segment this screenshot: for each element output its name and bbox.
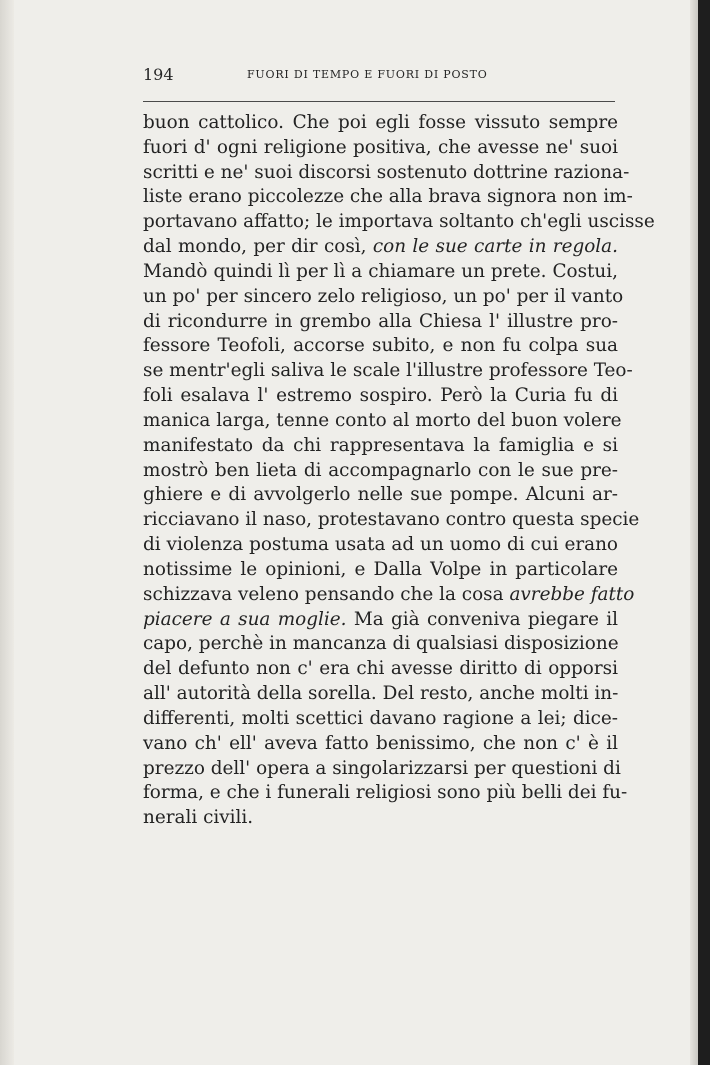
text-line: di violenza postuma usata ad un uomo di cui erano	[143, 534, 618, 556]
text-line: buon cattolico. Che poi egli fosse vissuto sempre	[143, 112, 618, 133]
text-line: di ricondurre in grembo alla Chiesa l' illustre pro-	[143, 310, 618, 332]
page-header	[143, 64, 615, 86]
page-left-edge	[0, 0, 14, 1065]
text-line: un po' per sincero zelo religioso, un po' per il vanto	[143, 285, 624, 307]
text-line: mostrò ben lieta di accompagnarlo con le sue pre-	[143, 459, 618, 481]
body-text	[143, 111, 655, 831]
text-line: se mentr'egli saliva le scale l'illustre professore Teo-	[143, 360, 633, 382]
italic-phrase: piacere a sua moglie.	[143, 608, 347, 630]
page-number: 194	[143, 65, 174, 84]
italic-phrase: avrebbe fatto	[509, 583, 635, 605]
text-line: capo, perchè in mancanza di qualsiasi disposizione	[143, 633, 619, 655]
text-line: piacere a sua moglie. Ma già conveniva piegare il	[143, 608, 618, 630]
text-line: fessore Teofoli, accorse subito, e non fu colpa sua	[143, 335, 618, 357]
header-rule	[143, 101, 615, 102]
text-line: ricciavano il naso, protestavano contro questa specie	[143, 509, 640, 531]
text-line: forma, e che i funerali religiosi sono più belli dei fu-	[143, 782, 628, 804]
text-line: differenti, molti scettici davano ragione a lei; dice-	[143, 707, 618, 729]
italic-phrase: con le sue carte in regola.	[372, 236, 618, 258]
page-gutter-shadow	[690, 0, 698, 1065]
text-line: portavano affatto; le importava soltanto ch'egli uscisse	[143, 211, 655, 233]
text-line: vano ch' ell' aveva fatto benissimo, che non c' è il	[143, 732, 618, 754]
text-line: prezzo dell' opera a singolarizzarsi per questioni di	[143, 757, 621, 779]
text-line: fuori d' ogni religione positiva, che avesse ne' suoi	[143, 136, 618, 158]
text-line: scritti e ne' suoi discorsi sostenuto dottrine raziona-	[143, 161, 630, 183]
text-line: manifestato da chi rappresentava la famiglia e si	[143, 434, 618, 456]
text-line: ghiere e di avvolgerlo nelle sue pompe. Alcuni ar-	[143, 484, 618, 506]
text-line: nerali civili.	[143, 807, 254, 829]
text-line: manica larga, tenne conto al morto del buon volere	[143, 409, 622, 431]
text-line: schizzava veleno pensando che la cosa avrebbe fatto	[143, 583, 635, 605]
text-line: liste erano piccolezze che alla brava signora non im-	[143, 186, 633, 208]
text-line: del defunto non c' era chi avesse diritto di opporsi	[143, 658, 618, 680]
text-line: foli esalava l' estremo sospiro. Però la Curia fu di	[143, 385, 618, 407]
text-line: dal mondo, per dir così, con le sue carte in regola.	[143, 236, 618, 258]
text-line: notissime le opinioni, e Dalla Volpe in particolare	[143, 558, 618, 580]
text-line: all' autorità della sorella. Del resto, anche molti in-	[143, 683, 619, 705]
running-title: FUORI DI TEMPO E FUORI DI POSTO	[247, 68, 488, 81]
page-right-edge	[698, 0, 710, 1065]
text-line: Mandò quindi lì per lì a chiamare un prete. Costui,	[143, 260, 618, 282]
